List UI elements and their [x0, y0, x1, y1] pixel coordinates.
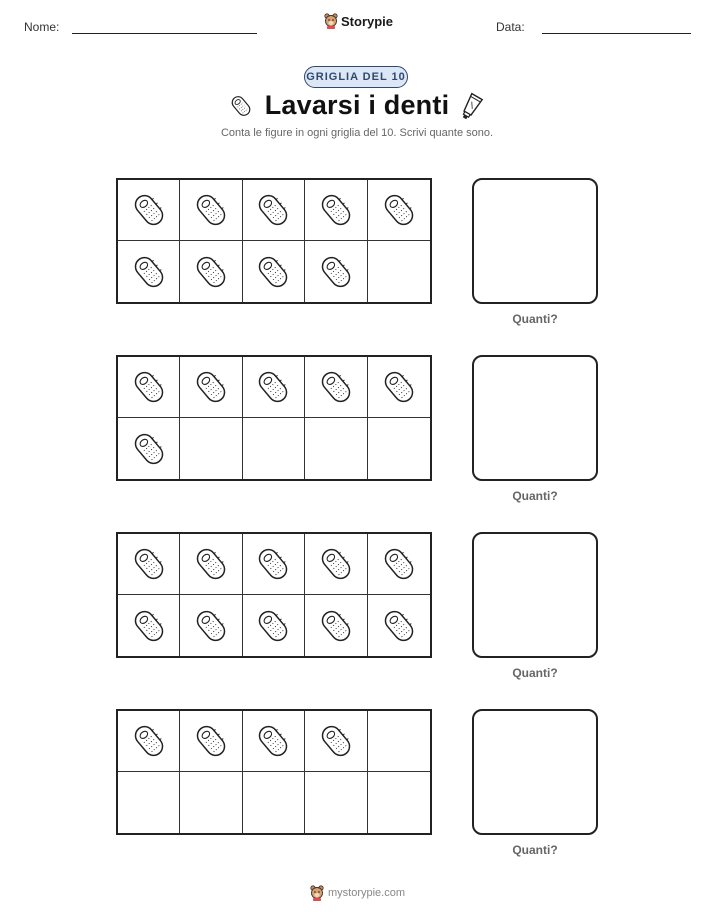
ten-frame-cell: [180, 241, 242, 302]
toothbrush-head-icon: [129, 429, 169, 469]
toothbrush-head-icon: [253, 367, 293, 407]
ten-frame-cell: [243, 595, 305, 656]
toothbrush-head-icon: [129, 252, 169, 292]
ten-frame-cell: [243, 241, 305, 302]
answer-box-1[interactable]: [472, 178, 598, 304]
toothbrush-head-icon: [316, 190, 356, 230]
ten-frame-1: [116, 178, 432, 304]
ten-frame-cell: [243, 772, 305, 833]
date-line[interactable]: [542, 33, 691, 34]
toothbrush-head-icon: [253, 252, 293, 292]
ten-frame-cell: [180, 595, 242, 656]
ten-frame-cell: [368, 711, 430, 772]
instructions: Conta le figure in ogni griglia del 10. Scrivi quante sono.: [220, 127, 494, 139]
toothbrush-head-icon: [379, 544, 419, 584]
toothbrush-head-icon: [191, 367, 231, 407]
ten-frame-cell: [368, 357, 430, 418]
toothbrush-head-icon: [129, 606, 169, 646]
ten-frame-cell: [118, 534, 180, 595]
brand-logo: [324, 13, 393, 29]
answer-box-2[interactable]: [472, 355, 598, 481]
ten-frame-cell: [118, 357, 180, 418]
ten-frame-cell: [305, 357, 367, 418]
toothbrush-head-icon: [129, 721, 169, 761]
ten-frame-cell: [368, 772, 430, 833]
ten-frame-cell: [118, 241, 180, 302]
worksheet-badge: GRIGLIA DEL 10: [304, 66, 408, 88]
toothbrush-head-icon: [316, 252, 356, 292]
toothbrush-head-icon: [191, 606, 231, 646]
ten-frame-cell: [368, 241, 430, 302]
ten-frame-cell: [368, 180, 430, 241]
storypie-bear-icon: [310, 885, 324, 901]
toothbrush-head-icon: [253, 606, 293, 646]
answer-box-4[interactable]: [472, 709, 598, 835]
ten-frame-cell: [180, 772, 242, 833]
ten-frame-cell: [368, 418, 430, 479]
toothbrush-head-icon: [191, 544, 231, 584]
ten-frame-cell: [118, 418, 180, 479]
answer-box-3[interactable]: [472, 532, 598, 658]
date-label: Data:: [496, 20, 525, 34]
ten-frame-cell: [118, 772, 180, 833]
brand-name: Storypie: [341, 13, 394, 29]
ten-frame-cell: [118, 595, 180, 656]
storypie-bear-icon: [324, 13, 338, 29]
page-title: Lavarsi i denti: [264, 90, 450, 120]
toothbrush-head-icon: [379, 367, 419, 407]
ten-frame-4: [116, 709, 432, 835]
ten-frame-cell: [305, 772, 367, 833]
ten-frame-cell: [305, 180, 367, 241]
ten-frame-cell: [305, 534, 367, 595]
footer: [310, 885, 405, 901]
name-label: Nome:: [24, 20, 60, 34]
ten-frame-cell: [118, 180, 180, 241]
toothbrush-head-icon: [379, 606, 419, 646]
toothbrush-head-icon: [129, 544, 169, 584]
ten-frame-cell: [305, 711, 367, 772]
ten-frame-cell: [180, 418, 242, 479]
ten-frame-cell: [180, 180, 242, 241]
toothbrush-head-icon: [253, 544, 293, 584]
ten-frame-cell: [243, 711, 305, 772]
ten-frame-cell: [180, 711, 242, 772]
ten-frame-cell: [180, 357, 242, 418]
ten-frame-cell: [305, 418, 367, 479]
toothbrush-head-icon: [316, 544, 356, 584]
answer-label-1: Quanti?: [512, 312, 558, 326]
ten-frame-cell: [118, 711, 180, 772]
answer-label-3: Quanti?: [512, 666, 558, 680]
toothpaste-tube-icon: [458, 92, 484, 122]
toothbrush-head-icon: [253, 721, 293, 761]
ten-frame-cell: [368, 534, 430, 595]
ten-frame-cell: [368, 595, 430, 656]
toothbrush-head-icon: [129, 367, 169, 407]
footer-site: mystorypie.com: [328, 887, 406, 899]
toothbrush-head-icon: [191, 190, 231, 230]
toothbrush-head-icon: [316, 606, 356, 646]
ten-frame-cell: [243, 180, 305, 241]
ten-frame-2: [116, 355, 432, 481]
toothbrush-head-icon: [379, 190, 419, 230]
ten-frame-cell: [243, 418, 305, 479]
toothbrush-head-icon: [191, 252, 231, 292]
answer-label-2: Quanti?: [512, 489, 558, 503]
ten-frame-cell: [180, 534, 242, 595]
toothbrush-head-icon: [191, 721, 231, 761]
ten-frame-cell: [243, 534, 305, 595]
answer-label-4: Quanti?: [512, 843, 558, 857]
toothbrush-head-icon: [253, 190, 293, 230]
ten-frame-3: [116, 532, 432, 658]
ten-frame-cell: [243, 357, 305, 418]
ten-frame-cell: [305, 241, 367, 302]
toothbrush-head-icon: [316, 721, 356, 761]
name-line[interactable]: [72, 33, 257, 34]
toothbrush-head-icon: [316, 367, 356, 407]
toothbrush-head-icon: [129, 190, 169, 230]
ten-frame-cell: [305, 595, 367, 656]
